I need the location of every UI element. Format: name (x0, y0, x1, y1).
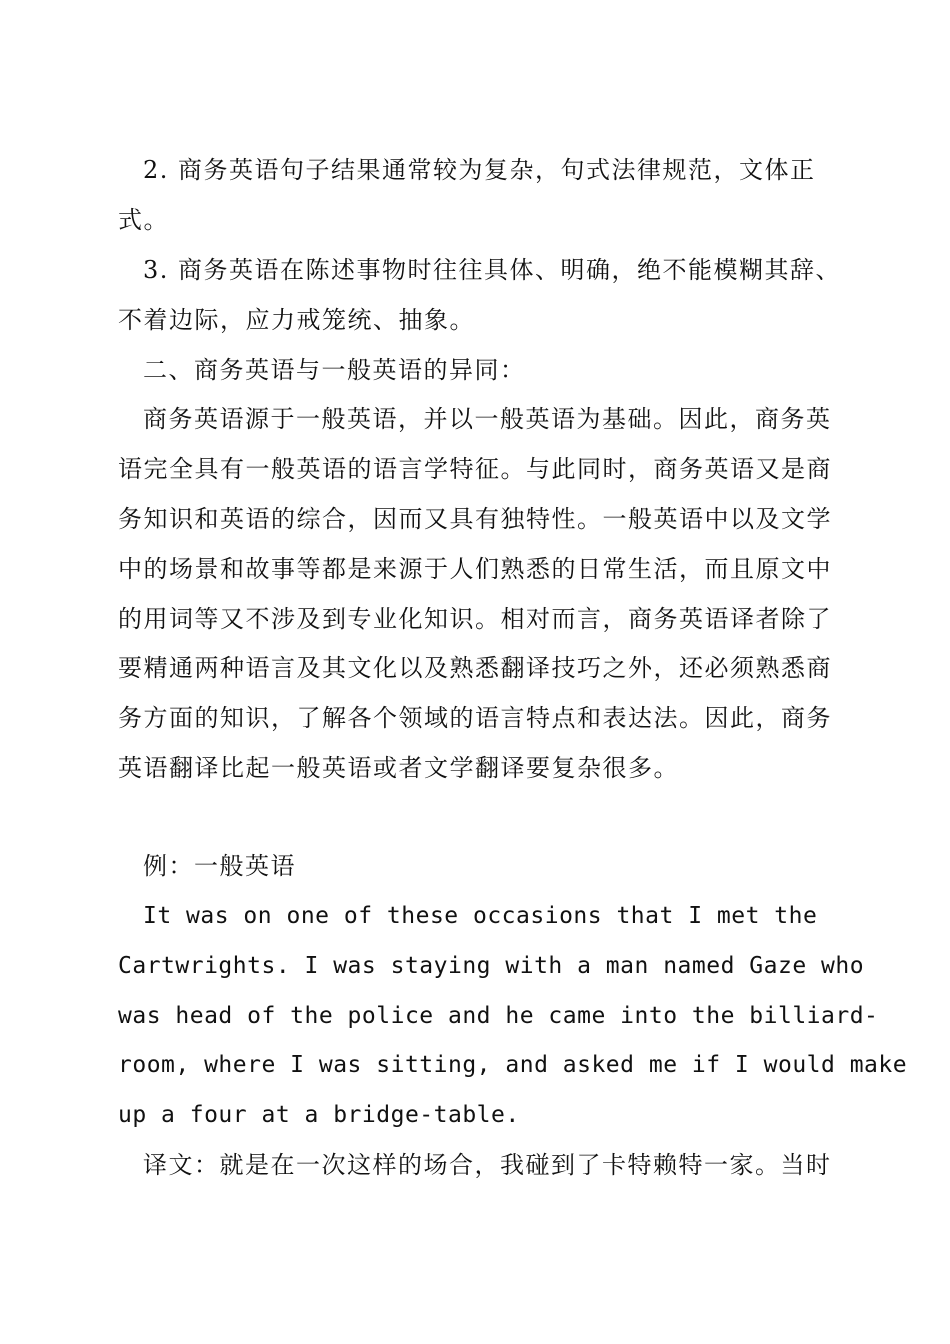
english-line: It was on one of these occasions that I met the (143, 903, 818, 929)
example-heading: 例：一般英语 (143, 852, 296, 880)
english-line: Cartwrights. I was staying with a man named Gaze who (118, 953, 865, 979)
paragraph-line: 商务英语源于一般英语，并以一般英语为基础。因此，商务英 (143, 405, 832, 433)
paragraph-line: 式。 (118, 206, 169, 234)
paragraph-line: 务知识和英语的综合，因而又具有独特性。一般英语中以及文学 (118, 505, 832, 533)
paragraph-line: 语完全具有一般英语的语言学特征。与此同时，商务英语又是商 (118, 455, 832, 483)
translation-line: 译文：就是在一次这样的场合，我碰到了卡特赖特一家。当时 (143, 1151, 832, 1179)
paragraph-line: 英语翻译比起一般英语或者文学翻译要复杂很多。 (118, 754, 679, 782)
english-line: room, where I was sitting, and asked me if I would make (118, 1052, 908, 1078)
paragraph-line: 3. 商务英语在陈述事物时往往具体、明确，绝不能模糊其辞、 (143, 256, 842, 284)
paragraph-line: 不着边际，应力戒笼统、抽象。 (118, 306, 475, 334)
paragraph-line: 务方面的知识，了解各个领域的语言特点和表达法。因此，商务 (118, 704, 832, 732)
section-heading: 二、商务英语与一般英语的异同： (143, 356, 526, 384)
paragraph-line: 的用词等又不涉及到专业化知识。相对而言，商务英语译者除了 (118, 605, 832, 633)
paragraph-line: 要精通两种语言及其文化以及熟悉翻译技巧之外，还必须熟悉商 (118, 654, 832, 682)
paragraph-line: 中的场景和故事等都是来源于人们熟悉的日常生活，而且原文中 (118, 555, 832, 583)
paragraph-line: 2. 商务英语句子结果通常较为复杂，句式法律规范，文体正 (143, 156, 816, 184)
english-line: was head of the police and he came into the billiard- (118, 1003, 879, 1029)
english-line: up a four at a bridge-table. (118, 1102, 520, 1128)
